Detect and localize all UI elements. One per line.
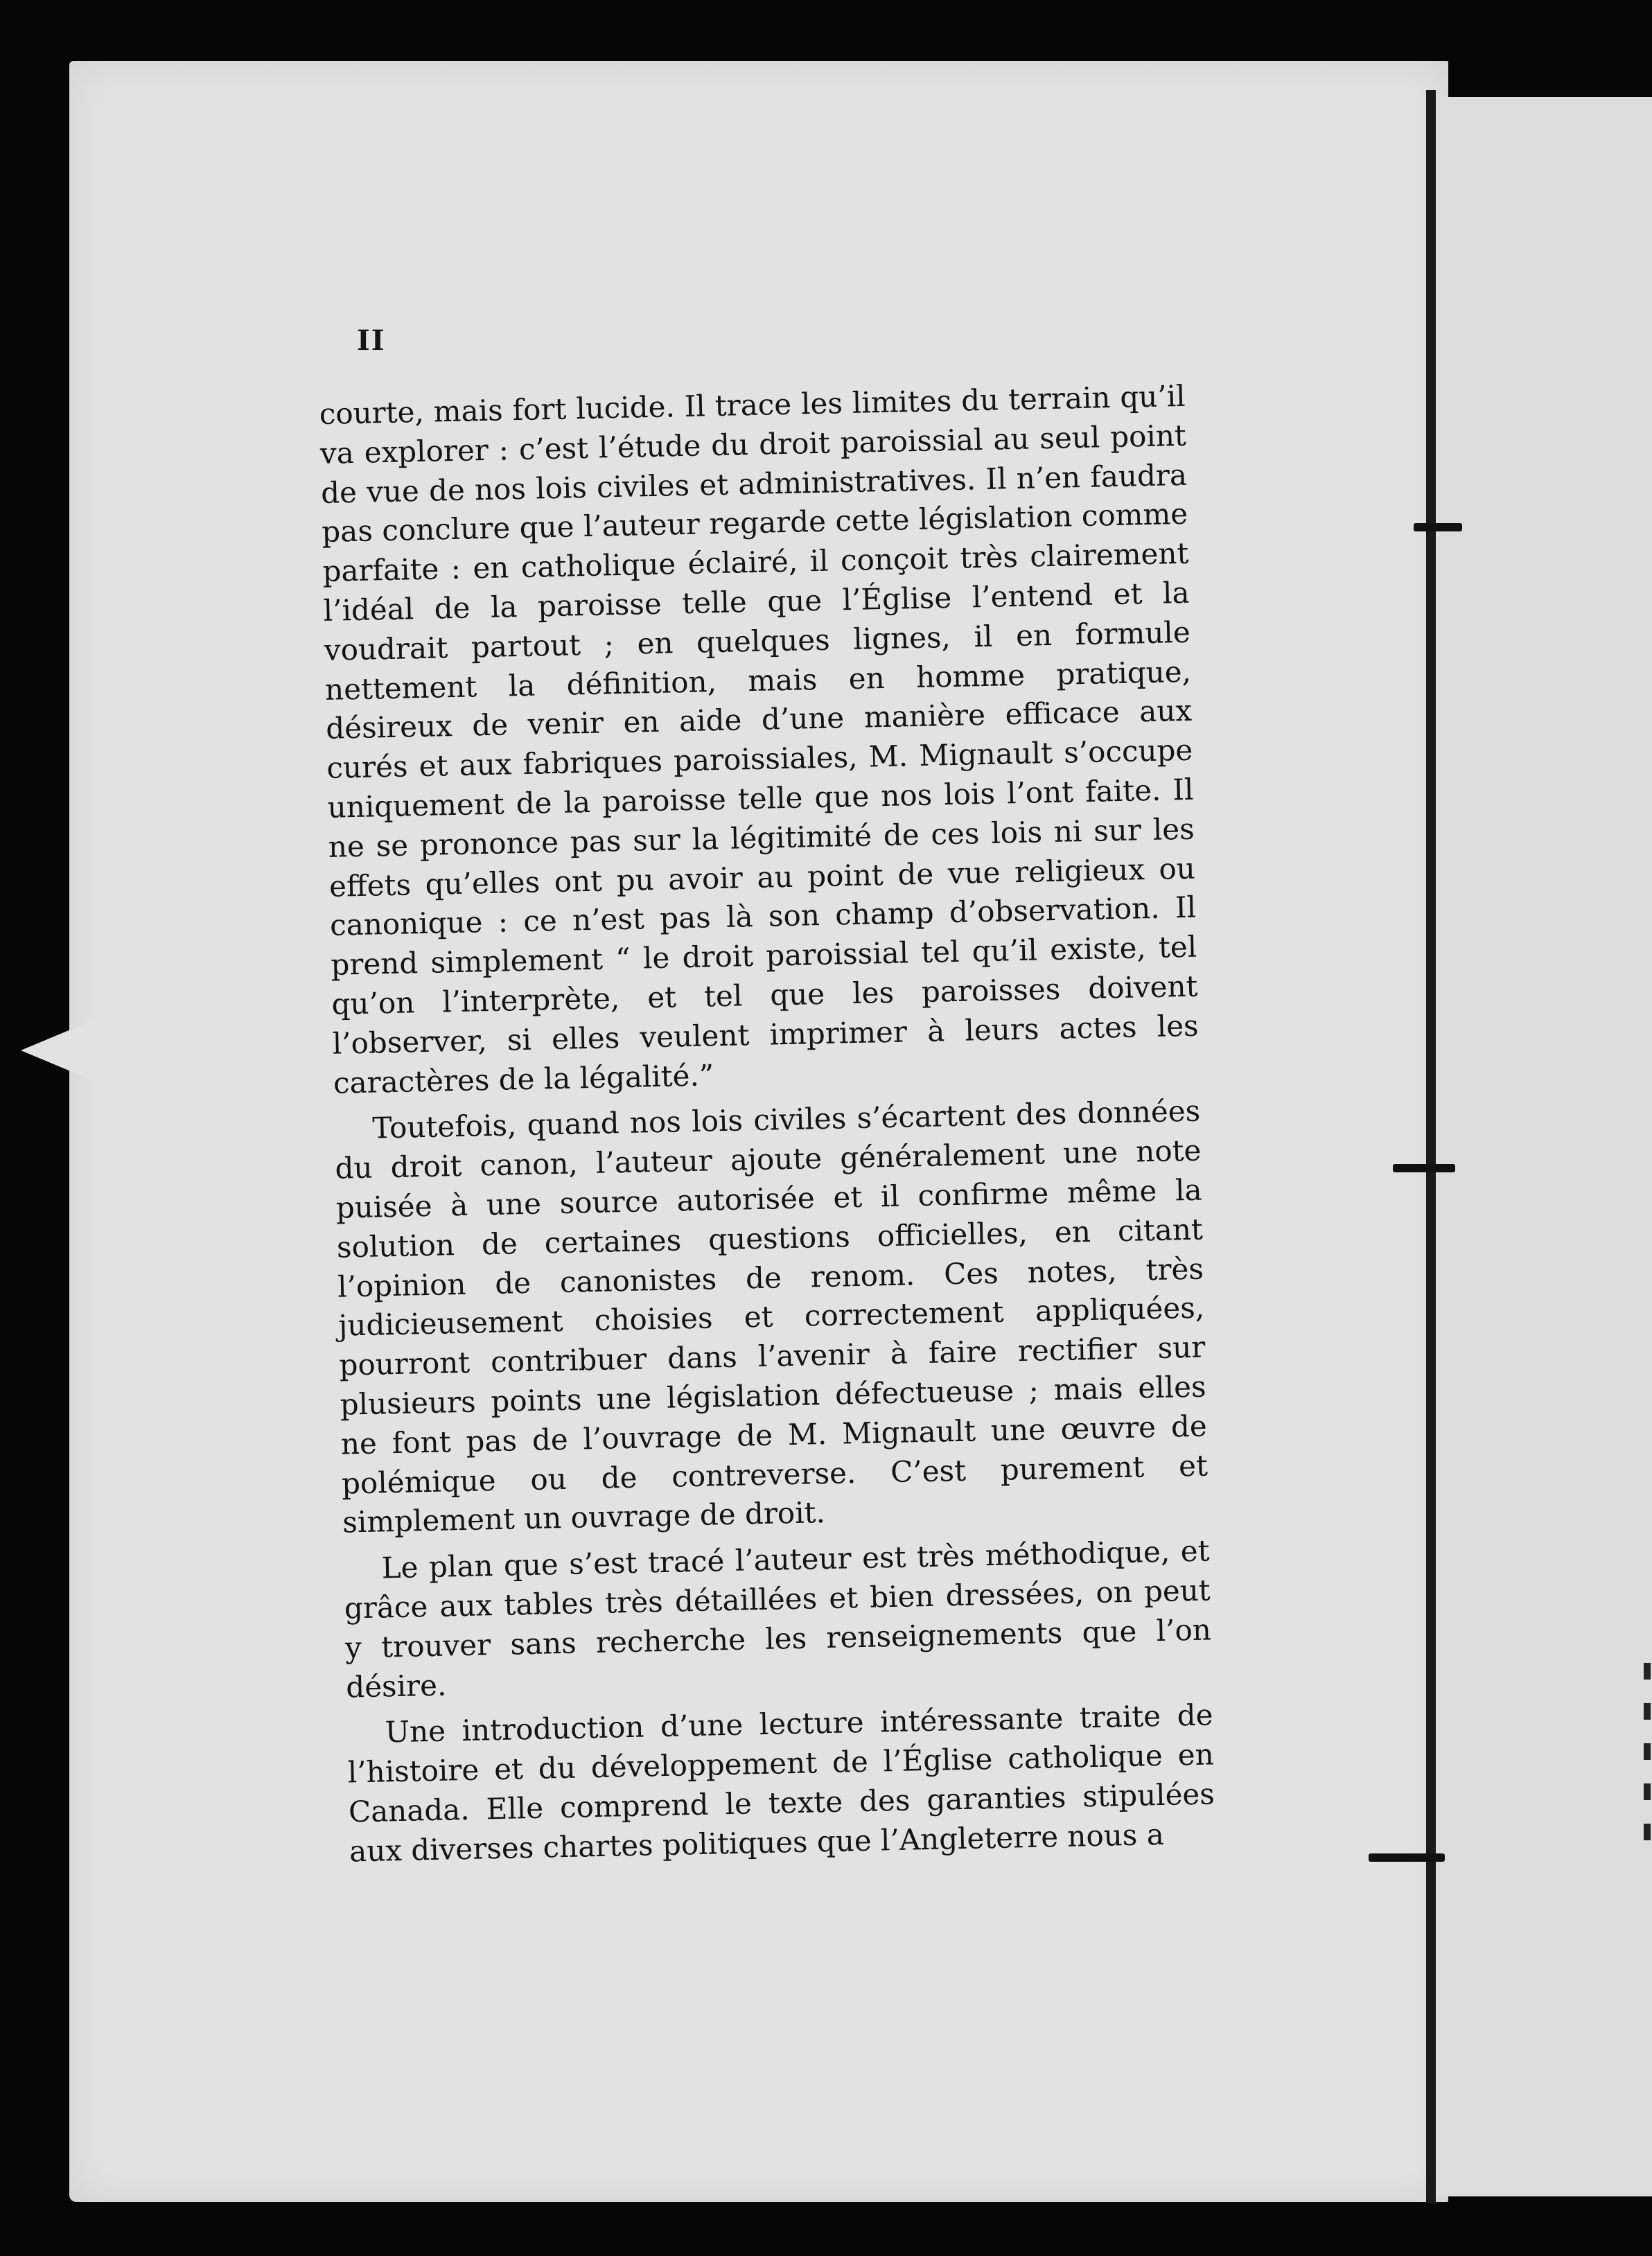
binding-stitch xyxy=(1393,1164,1455,1172)
text-fragment xyxy=(1644,1743,1651,1760)
text-fragment xyxy=(1644,1703,1651,1720)
right-page-paper xyxy=(1434,97,1652,2196)
text-fragment xyxy=(1644,1783,1651,1800)
facing-page-text-fragments xyxy=(1644,1663,1652,1871)
binding-stitch xyxy=(1369,1853,1445,1862)
page-edge-tear xyxy=(21,1019,97,1082)
page-number: II xyxy=(357,324,386,357)
paragraph: Le plan que s’est tracé l’auteur est très méthodique, et grâce aux tables très détaillées et bien dressées, on peut y trouver sans recherche les renseignements que l’on désire. xyxy=(344,1533,1212,1704)
text-fragment xyxy=(1644,1824,1651,1840)
paragraph: Une introduction d’une lecture intéressante traite de l’histoire et du développement de l’Église catholique en Canada. Elle comprend le texte des garanties stipulées aux diverses chartes politiques que l’Angleterre nous a xyxy=(347,1698,1215,1869)
paragraph: courte, mais fort lucide. Il trace les limites du terrain qu’il va explorer : c’est l’étude du droit paroissial au seul point de vue de nos lois civiles et administratives. Il n’en faudra pas conclure que l’auteur regarde cette législation comme parfaite : en catholique éclairé, il conçoit très clairement l’idéal de la paroisse telle que l’Église l’entend et la voudrait partout ; en quelques lignes, il en formule nettement la définition, mais en homme pratique, désireux de venir en aide d’une manière efficace aux curés et aux fabriques paroissiales, M. Mignault s’occupe uniquement de la paroisse telle que nos lois l’ont faite. Il ne se prononce pas sur la légitimité de ces lois ni sur les effets qu’elles ont pu avoir au point de vue religieux ou canonique : ce n’est pas là son champ d’observation. Il prend simplement “ le droit paroissial tel qu’il existe, tel qu’on l’interprète, et tel que les paroisses doivent l’observer, si elles veulent imprimer à leurs actes les caractères de la légalité.” xyxy=(319,378,1200,1100)
book-binding-gutter xyxy=(1426,90,1436,2203)
binding-stitch xyxy=(1414,523,1462,531)
paragraph: Toutefois, quand nos lois civiles s’écartent des données du droit canon, l’auteur ajoute généralement une note puisée à une source autorisée et il confirme même la solution de certaines questions officielles, en citant l’opinion de canonistes de renom. Ces notes, très judicieusement choisies et correctement appliquées, pourront contribuer dans l’avenir à faire rectifier sur plusieurs points une législation défectueuse ; mais elles ne font pas de l’ouvrage de M. Mignault une œuvre de polémique ou de contreverse. C’est purement et simplement un ouvrage de droit. xyxy=(335,1093,1209,1540)
body-text xyxy=(319,370,1216,1871)
text-fragment xyxy=(1644,1663,1651,1680)
